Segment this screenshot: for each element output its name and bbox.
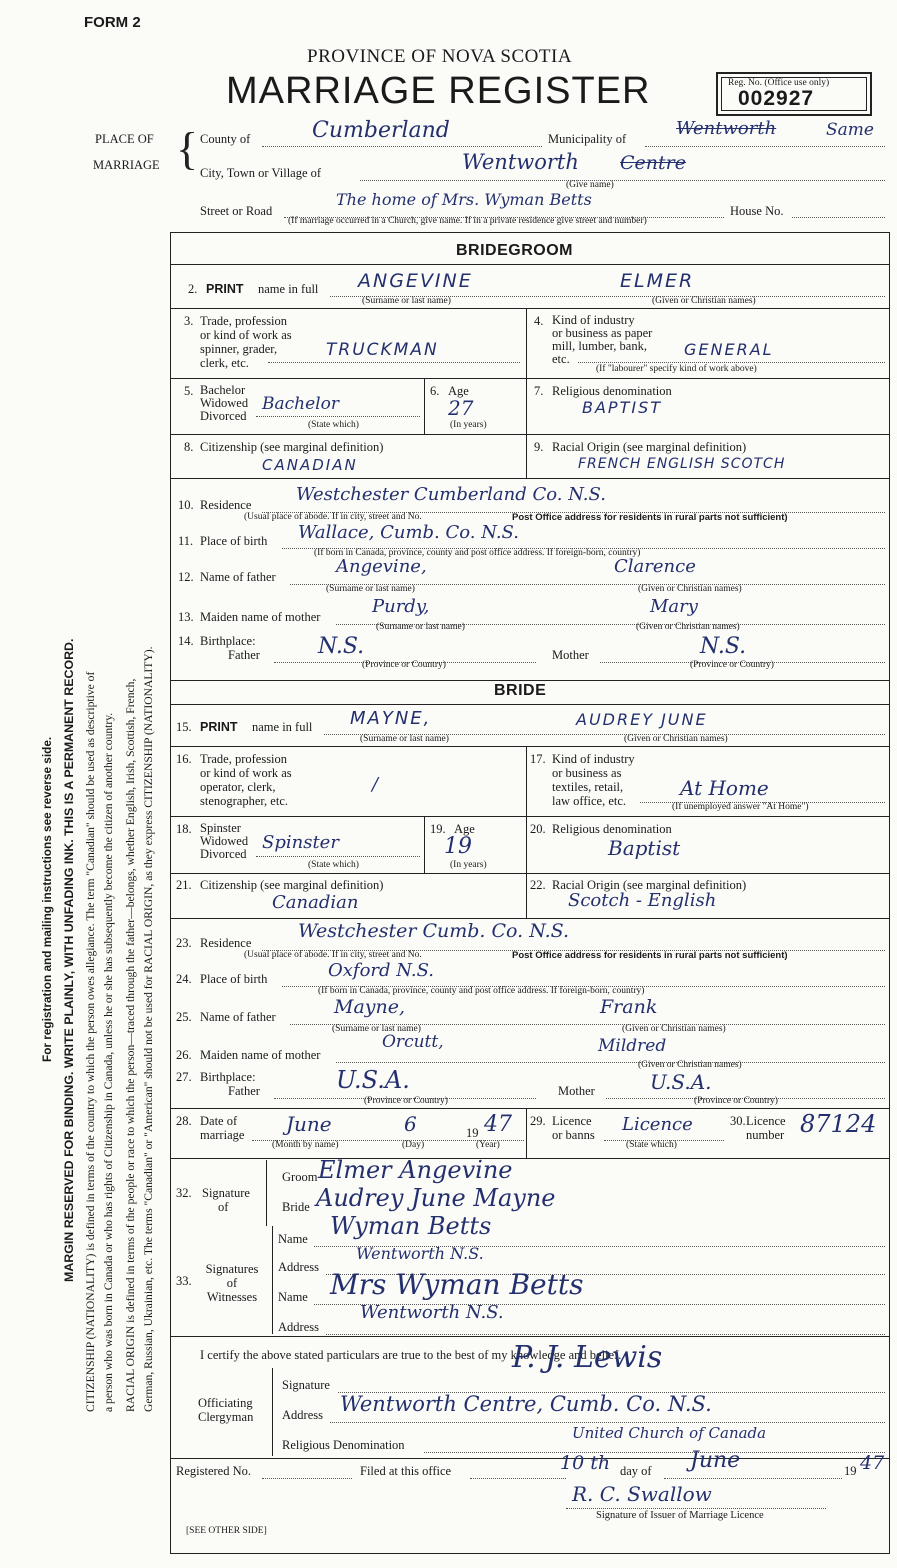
bride-label: Bride <box>282 1200 310 1214</box>
field-number: 30. <box>730 1114 746 1128</box>
field-number: 19. <box>430 822 446 836</box>
field-number: 17. <box>530 752 546 766</box>
marriage-label: MARRIAGE <box>93 158 160 172</box>
field-number: 32. <box>176 1186 192 1200</box>
groom-birthplace: Wallace, Cumb. Co. N.S. <box>298 522 519 543</box>
certification-statement: I certify the above stated particulars are true to the best of my knowledge and belief. <box>200 1348 622 1362</box>
clergy-signature-label: Signature <box>282 1378 330 1392</box>
parents-birthplace-label: Birthplace: <box>200 1070 256 1084</box>
field-number: 8. <box>184 440 194 454</box>
bridegroom-heading: BRIDEGROOM <box>456 242 573 259</box>
of-label: of <box>218 1200 229 1214</box>
caption: (Province or Country) <box>694 1096 778 1106</box>
witnesses-label: Signatures of Witnesses <box>205 1262 259 1304</box>
caption: (State which) <box>308 860 359 870</box>
groom-mother-given: Mary <box>650 596 698 617</box>
caption: (Given or Christian names) <box>638 584 742 594</box>
marital-status-label: Spinster Widowed Divorced <box>200 821 249 861</box>
groom-label: Groom <box>282 1170 318 1184</box>
groom-surname: ANGEVINE <box>358 270 473 292</box>
bride-age: 19 <box>444 834 472 859</box>
caption: (Given or Christian names) <box>638 1060 742 1070</box>
bride-residence: Westchester Cumb. Co. N.S. <box>298 920 570 942</box>
margin-citizenship-def-1: CITIZENSHIP (NATIONALITY) is defined in terms of the country to which the person owes allegiance. The term "Canadian" should be used as descriptive of <box>84 671 97 1412</box>
caption: (Surname or last name) <box>326 584 415 594</box>
groom-mother-birthplace: N.S. <box>700 634 747 659</box>
father-label: Father <box>228 1084 260 1098</box>
age-label: Age <box>454 822 475 836</box>
clergy-religion-label: Religious Denomination <box>282 1438 405 1452</box>
caption: (Province or Country) <box>362 660 446 670</box>
groom-father-surname: Angevine, <box>336 556 427 577</box>
reg-number-label: Reg. No. (Office use only) <box>728 78 830 88</box>
residence-label: Residence <box>200 498 252 512</box>
field-number: 3. <box>184 314 194 328</box>
mother-name-label: Maiden name of mother <box>200 610 321 624</box>
bride-birthplace: Oxford N.S. <box>328 960 434 981</box>
clergy-address: Wentworth Centre, Cumb. Co. N.S. <box>340 1392 712 1416</box>
caption: (Given or Christian names) <box>652 296 756 306</box>
father-name-label: Name of father <box>200 1010 276 1024</box>
caption: (Month by name) <box>272 1140 339 1150</box>
caption: (Surname or last name) <box>332 1024 421 1034</box>
caption: (State which) <box>626 1140 677 1150</box>
caption: Post Office address for residents in rural parts not sufficient) <box>512 950 788 961</box>
witness1-name: Wyman Betts <box>330 1212 492 1240</box>
field-number: 6. <box>430 384 440 398</box>
field-number: 26. <box>176 1048 192 1062</box>
groom-racial-origin: FRENCH ENGLISH SCOTCH <box>578 456 786 472</box>
name-in-full-label: name in full <box>252 720 313 734</box>
groom-industry: GENERAL <box>684 340 774 359</box>
officiating-clergyman-label: Officiating Clergyman <box>198 1396 254 1424</box>
margin-binding-notice: MARGIN RESERVED FOR BINDING. WRITE PLAINLY, WITH UNFADING INK. THIS IS A PERMANENT RECORD. <box>62 638 76 1282</box>
bride-father-birthplace: U.S.A. <box>336 1066 410 1094</box>
witness1-address-label: Address <box>278 1260 319 1274</box>
form-label: FORM 2 <box>84 14 141 31</box>
field-number: 28. <box>176 1114 192 1128</box>
margin-citizenship-def-2: a person who was born in Canada or who has rights of Citizenship in Canada, unless he or she has subsequently become the citizen of another country. <box>102 712 115 1412</box>
filed-year: 47 <box>860 1452 885 1474</box>
caption: (Year) <box>476 1140 500 1150</box>
field-number: 11. <box>178 534 194 548</box>
field-number: 15. <box>176 720 192 734</box>
groom-signature: Elmer Angevine <box>318 1156 513 1184</box>
field-number: 13. <box>178 610 194 624</box>
citizenship-label: Citizenship (see marginal definition) <box>200 440 384 454</box>
street-label: Street or Road <box>200 204 273 218</box>
age-label: Age <box>448 384 469 398</box>
field-number: 14. <box>178 634 194 648</box>
groom-religion: BAPTIST <box>582 398 662 417</box>
bride-father-surname: Mayne, <box>334 996 406 1018</box>
marriage-day: 6 <box>404 1112 417 1136</box>
religion-label: Religious denomination <box>552 822 672 836</box>
house-label: House No. <box>730 204 784 218</box>
industry-note: (If "labourer" specify kind of work above) <box>596 364 757 374</box>
birthplace-label: Place of birth <box>200 972 268 986</box>
place-label: PLACE OF <box>95 132 154 146</box>
industry-note: (If unemployed answer "At Home") <box>672 802 809 812</box>
day-of-label: day of <box>620 1464 652 1478</box>
caption: (If born in Canada, province, county and post office address. If foreign-born, country) <box>318 986 645 996</box>
field-number: 9. <box>534 440 544 454</box>
signature-label: Signature <box>202 1186 250 1200</box>
field-number: 12. <box>178 570 194 584</box>
street-value: The home of Mrs. Wyman Betts <box>336 190 592 209</box>
city-struck: Centre <box>620 152 686 174</box>
citizenship-label: Citizenship (see marginal definition) <box>200 878 384 892</box>
field-number: 4. <box>534 314 544 328</box>
county-label: County of <box>200 132 251 146</box>
bride-father-given: Frank <box>600 996 658 1018</box>
caption: (Surname or last name) <box>360 734 449 744</box>
bride-mother-given: Mildred <box>598 1036 667 1056</box>
field-number: 24. <box>176 972 192 986</box>
groom-given: ELMER <box>620 270 695 292</box>
witness2-address-label: Address <box>278 1320 319 1334</box>
witness2-address: Wentworth N.S. <box>360 1302 504 1323</box>
father-name-label: Name of father <box>200 570 276 584</box>
trade-label: Trade, profession or kind of work as operator, clerk, stenographer, etc. <box>200 752 292 808</box>
religion-label: Religious denomination <box>552 384 672 398</box>
field-number: 25. <box>176 1010 192 1024</box>
licence-or-banns: Licence <box>622 1114 693 1135</box>
father-label: Father <box>228 648 260 662</box>
caption: (Given or Christian names) <box>636 622 740 632</box>
mother-label: Mother <box>558 1084 595 1098</box>
field-number: 20. <box>530 822 546 836</box>
marriage-month: June <box>286 1112 332 1136</box>
field-number: 27. <box>176 1070 192 1084</box>
bride-surname: MAYNE, <box>350 708 432 729</box>
groom-father-given: Clarence <box>614 556 696 577</box>
street-note: (If marriage occurred in a Church, give name. If in a private residence give street and number) <box>288 216 647 226</box>
field-number: 29. <box>530 1114 546 1128</box>
bride-signature: Audrey June Mayne <box>316 1184 556 1212</box>
marital-status-label: Bachelor Widowed Divorced <box>200 383 249 423</box>
witness1-address: Wentworth N.S. <box>356 1244 484 1263</box>
racial-origin-label: Racial Origin (see marginal definition) <box>552 878 747 892</box>
field-number: 22. <box>530 878 546 892</box>
bride-industry: At Home <box>680 776 769 800</box>
marriage-year: 47 <box>484 1112 512 1137</box>
mother-label: Mother <box>552 648 589 662</box>
see-other-side: [SEE OTHER SIDE] <box>186 1526 267 1536</box>
filed-month: June <box>690 1448 741 1473</box>
field-number: 33. <box>176 1274 192 1288</box>
caption: (Given or Christian names) <box>622 1024 726 1034</box>
bride-heading: BRIDE <box>494 682 547 699</box>
filed-label: Filed at this office <box>360 1464 452 1478</box>
witness1-name-label: Name <box>278 1232 308 1246</box>
brace-icon: { <box>176 123 199 174</box>
industry-label: Kind of industry or business as paper mill, lumber, bank, etc. <box>552 313 653 366</box>
year-prefix: 19 <box>844 1464 857 1478</box>
filed-day: 10 th <box>560 1452 611 1474</box>
year-prefix: 19 <box>466 1126 479 1140</box>
caption: (Surname or last name) <box>362 296 451 306</box>
issuer-signature: R. C. Swallow <box>572 1482 712 1506</box>
caption: (Surname or last name) <box>376 622 465 632</box>
groom-residence: Westchester Cumberland Co. N.S. <box>296 484 606 505</box>
margin-racial-def-1: RACIAL ORIGIN is defined in terms of the people or race to which the person—traced through the father—belongs, whether English, Irish, Scottish, French, <box>124 678 137 1412</box>
name-in-full-label: name in full <box>258 282 319 296</box>
margin-instructions: For registration and mailing instructions see reverse side. <box>40 736 54 1062</box>
caption: (Day) <box>402 1140 425 1150</box>
municipality-value: Same <box>826 120 874 140</box>
mother-name-label: Maiden name of mother <box>200 1048 321 1062</box>
field-number: 16. <box>176 752 192 766</box>
registered-no-label: Registered No. <box>176 1464 251 1478</box>
field-number: 23. <box>176 936 192 950</box>
give-name-caption: (Give name) <box>566 180 614 190</box>
field-number: 10. <box>178 498 194 512</box>
bride-mother-surname: Orcutt, <box>382 1032 444 1052</box>
groom-status: Bachelor <box>262 394 339 414</box>
field-number: 2. <box>188 282 198 296</box>
reg-number: 002927 <box>738 87 815 110</box>
parents-birthplace-label: Birthplace: <box>200 634 256 648</box>
date-of-marriage-label: Date of marriage <box>200 1114 245 1142</box>
bride-racial-origin: Scotch - English <box>568 890 717 911</box>
field-number: 7. <box>534 384 544 398</box>
clergy-signature: P. J. Lewis <box>512 1340 663 1375</box>
groom-age: 27 <box>448 396 474 420</box>
margin-racial-def-2: German, Russian, Ukrainian, etc. The terms "Canadian" or "American" should not be used for RACIAL ORIGIN, as they express CITIZENSHIP (NATIONALITY). <box>142 646 155 1412</box>
caption: (State which) <box>308 420 359 430</box>
bride-trade: / <box>372 774 379 795</box>
industry-label: Kind of industry or business as textiles, retail, law office, etc. <box>552 752 635 808</box>
municipality-struck: Wentworth <box>676 118 777 139</box>
province-heading: PROVINCE OF NOVA SCOTIA <box>307 46 573 67</box>
caption: (Usual place of abode. If in city, street and No. <box>244 512 422 522</box>
field-number: 18. <box>176 822 192 836</box>
caption: (Province or Country) <box>690 660 774 670</box>
witness2-name: Mrs Wyman Betts <box>330 1268 584 1301</box>
caption: Post Office address for residents in rural parts not sufficient) <box>512 512 788 523</box>
groom-citizenship: CANADIAN <box>262 456 358 474</box>
licence-or-banns-label: Licence or banns <box>552 1114 595 1142</box>
field-number: 5. <box>184 384 194 398</box>
groom-father-birthplace: N.S. <box>318 634 365 659</box>
bride-religion: Baptist <box>608 836 681 860</box>
bride-status: Spinster <box>262 832 339 853</box>
city-label: City, Town or Village of <box>200 166 322 180</box>
groom-trade: TRUCKMAN <box>326 340 439 360</box>
municipality-label: Municipality of <box>548 132 627 146</box>
residence-label: Residence <box>200 936 252 950</box>
field-number: 21. <box>176 878 192 892</box>
county-value: Cumberland <box>312 118 450 143</box>
trade-label: Trade, profession or kind of work as spinner, grader, clerk, etc. <box>200 314 292 370</box>
bride-mother-birthplace: U.S.A. <box>650 1070 712 1094</box>
licence-number: 87124 <box>800 1110 877 1138</box>
caption: (In years) <box>450 860 487 870</box>
bride-given: AUDREY JUNE <box>576 710 708 729</box>
caption: (If born in Canada, province, county and post office address. If foreign-born, country) <box>314 548 641 558</box>
licence-number-label: Licence number <box>746 1114 786 1142</box>
city-value: Wentworth <box>462 150 579 174</box>
issuer-signature-label: Signature of Issuer of Marriage Licence <box>596 1510 764 1521</box>
page-title: MARRIAGE REGISTER <box>226 70 651 112</box>
witness2-name-label: Name <box>278 1290 308 1304</box>
caption: (Usual place of abode. If in city, street and No. <box>244 950 422 960</box>
bride-citizenship: Canadian <box>272 892 359 913</box>
print-label: PRINT <box>200 720 238 734</box>
clergy-religion: United Church of Canada <box>572 1424 767 1442</box>
birthplace-label: Place of birth <box>200 534 268 548</box>
groom-mother-surname: Purdy, <box>372 596 430 617</box>
caption: (In years) <box>450 420 487 430</box>
caption: (Given or Christian names) <box>624 734 728 744</box>
caption: (Province or Country) <box>364 1096 448 1106</box>
racial-origin-label: Racial Origin (see marginal definition) <box>552 440 747 454</box>
clergy-address-label: Address <box>282 1408 323 1422</box>
print-label: PRINT <box>206 282 244 296</box>
